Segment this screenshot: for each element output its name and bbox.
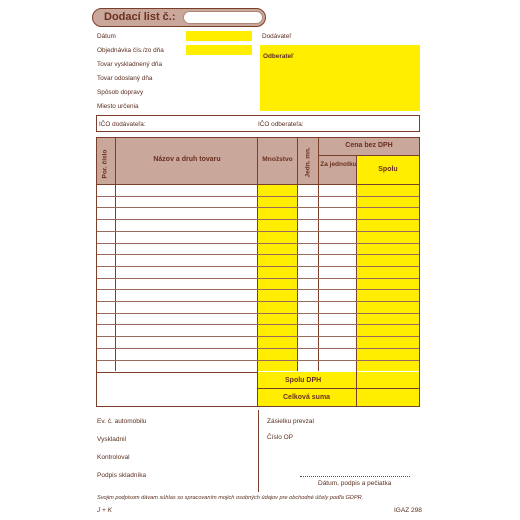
car-number-label: Ev. č. automobilu	[97, 418, 147, 425]
table-row	[97, 278, 419, 279]
table-row	[97, 207, 419, 208]
vat-total-label: Spolu DPH	[285, 377, 322, 384]
table-row	[97, 348, 419, 349]
gdpr-consent: Svojim podpisom dávam súhlas so spracovaním mojich osobných údajov pre obchodné účely podľa GDPR.	[97, 495, 364, 501]
order-field[interactable]	[186, 45, 252, 55]
table-row	[97, 360, 419, 361]
received-by-label: Zásielku prevzal	[267, 418, 314, 425]
header-bottom	[97, 184, 419, 185]
totals-row-line	[258, 388, 419, 389]
table-row	[97, 336, 419, 337]
printer-code: J + K	[97, 507, 112, 514]
table-row	[97, 254, 419, 255]
table-row	[97, 219, 419, 220]
table-row	[97, 231, 419, 232]
ico-buyer-label: IČO odberateľa:	[258, 121, 304, 128]
document-title: Dodací list č.:	[104, 11, 176, 23]
date-field[interactable]	[186, 31, 252, 41]
form-code: IGAZ 298	[394, 507, 422, 514]
col-name-label: Názov a druh tovaru	[153, 156, 221, 163]
destination-label: Miesto určenia	[97, 103, 139, 110]
table-row	[97, 266, 419, 267]
table-row	[97, 324, 419, 325]
table-row	[97, 289, 419, 290]
col-qty-label: Množstvo	[262, 156, 293, 163]
col-price-group-label: Cena bez DPH	[345, 142, 393, 149]
order-label: Objednávka čís./zo dňa	[97, 47, 164, 54]
buyer-label: Odberateľ	[263, 53, 294, 60]
signature-line	[300, 476, 410, 477]
ico-supplier-label: IČO dodávateľa:	[99, 121, 146, 128]
table-row	[97, 301, 419, 302]
dispatched-label: Tovar vyskladnený dňa	[97, 61, 163, 68]
grand-total-label: Celková suma	[283, 394, 331, 401]
footer-divider	[258, 410, 259, 492]
col-number-label: Por. číslo	[101, 149, 109, 179]
issued-by-label: Vyskladnil	[97, 436, 127, 443]
table-row	[97, 243, 419, 244]
date-label: Dátum	[97, 33, 116, 40]
col-unit-price-label: Za jednotku	[320, 161, 357, 168]
col-unit-label: Jedn. mn.	[304, 147, 312, 178]
col-divider	[356, 155, 357, 371]
checked-by-label: Kontroloval	[97, 454, 130, 461]
header-divider	[318, 155, 419, 156]
table-row	[97, 196, 419, 197]
col-total-label: Spolu	[378, 166, 398, 173]
table-row	[97, 313, 419, 314]
totals-divider	[356, 371, 357, 407]
document-number-field[interactable]	[183, 11, 263, 24]
shipped-label: Tovar odoslaný dňa	[97, 75, 153, 82]
transport-label: Spôsob dopravy	[97, 89, 144, 96]
supplier-label: Dodávateľ	[262, 33, 292, 40]
id-number-label: Číslo OP	[267, 434, 294, 441]
storekeeper-signature-label: Podpis skladníka	[97, 472, 147, 479]
signature-label: Dátum, podpis a pečiatka	[318, 480, 392, 487]
